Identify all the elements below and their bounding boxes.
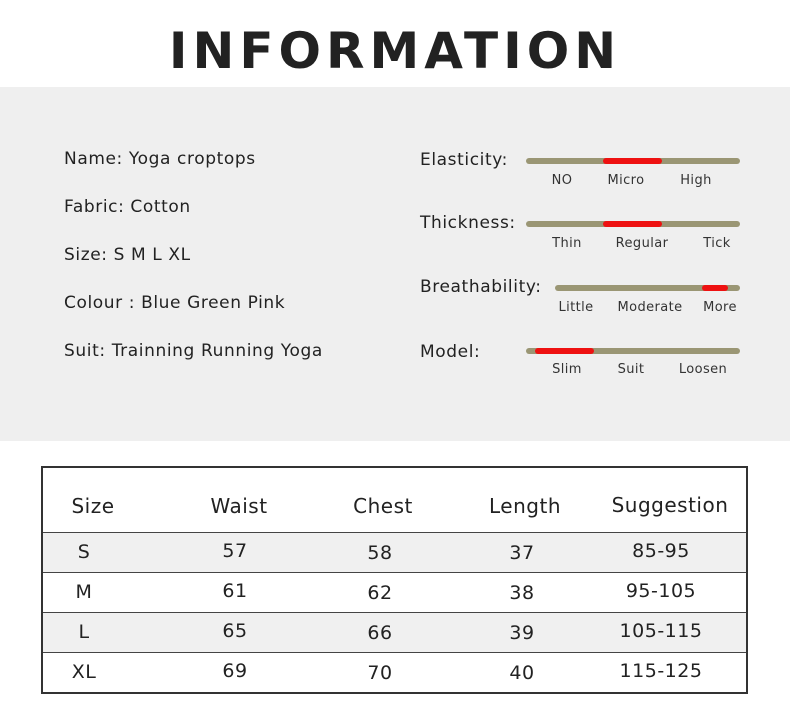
table-row <box>43 613 746 652</box>
table-cell: 69 <box>222 660 248 682</box>
table-cell: 58 <box>367 542 393 564</box>
page-title: INFORMATION <box>168 22 622 80</box>
scale-tick: Suit <box>617 362 645 377</box>
attribute-fabric <box>64 197 191 217</box>
scale-tick: Tick <box>703 236 731 251</box>
scale-track-model <box>526 348 740 354</box>
scale-track-breathability <box>555 285 740 291</box>
scale-track-elasticity <box>526 158 740 164</box>
scale-tick: NO <box>551 173 573 188</box>
attribute-label: Fabric: <box>64 197 125 217</box>
scale-tick: More <box>703 300 737 315</box>
scale-tick: Little <box>558 300 594 315</box>
table-header-cell: Waist <box>210 494 268 518</box>
table-header-cell: Size <box>71 494 115 518</box>
scale-level-thickness <box>603 221 662 227</box>
table-cell: 39 <box>509 622 535 644</box>
attribute-colour <box>64 293 285 313</box>
attribute-value: Yoga croptops <box>128 149 256 169</box>
table-cell: 85-95 <box>632 540 690 562</box>
table-cell: S <box>77 541 91 563</box>
scale-tick: Slim <box>552 362 582 377</box>
table-cell: M <box>75 581 93 603</box>
table-cell: XL <box>71 661 97 683</box>
table-header-row <box>43 468 746 532</box>
scale-level-elasticity <box>603 158 662 164</box>
scale-tick: Regular <box>615 236 669 251</box>
table-cell: 57 <box>222 540 248 562</box>
attribute-label: Name: <box>64 149 123 169</box>
scale-label-thickness: Thickness: <box>420 213 516 233</box>
table-header-cell: Length <box>489 494 561 518</box>
scale-level-model <box>535 348 594 354</box>
attribute-label: Colour : <box>64 293 136 313</box>
attribute-label: Suit: <box>64 341 106 361</box>
table-cell: 62 <box>367 582 393 604</box>
scale-tick: Moderate <box>617 300 683 315</box>
table-row <box>43 533 746 572</box>
table-cell: 66 <box>367 622 393 644</box>
attribute-value: Blue Green Pink <box>141 293 286 313</box>
table-header-cell: Suggestion <box>611 493 729 517</box>
table-cell: 95-105 <box>625 580 697 602</box>
scale-track-thickness <box>526 221 740 227</box>
info-panel <box>0 87 790 441</box>
table-row <box>43 573 746 612</box>
table-cell: 65 <box>222 620 248 642</box>
attribute-suit <box>64 341 323 361</box>
scale-label-elasticity: Elasticity: <box>420 150 509 170</box>
attribute-name <box>64 149 256 169</box>
attribute-value: S M L XL <box>113 245 191 265</box>
table-cell: L <box>78 621 90 643</box>
scale-label-model: Model: <box>420 342 481 362</box>
attribute-label: Size: <box>64 245 108 265</box>
table-header-cell: Chest <box>353 494 413 518</box>
scale-label-breathability: Breathability: <box>420 277 542 297</box>
attribute-value: Cotton <box>130 197 191 217</box>
scale-level-breathability <box>702 285 728 291</box>
table-cell: 37 <box>509 542 535 564</box>
table-cell: 105-115 <box>619 620 703 642</box>
scale-tick: Thin <box>552 236 582 251</box>
scale-tick: Micro <box>607 173 645 188</box>
scale-tick: High <box>680 173 712 188</box>
attribute-size <box>64 245 191 265</box>
table-row <box>43 653 746 692</box>
table-cell: 38 <box>509 582 535 604</box>
table-cell: 115-125 <box>619 660 703 682</box>
attribute-value: Trainning Running Yoga <box>111 341 323 361</box>
size-table <box>41 466 748 694</box>
scale-tick: Loosen <box>678 362 728 377</box>
table-cell: 70 <box>367 662 393 684</box>
table-cell: 40 <box>509 662 535 684</box>
table-cell: 61 <box>222 580 248 602</box>
